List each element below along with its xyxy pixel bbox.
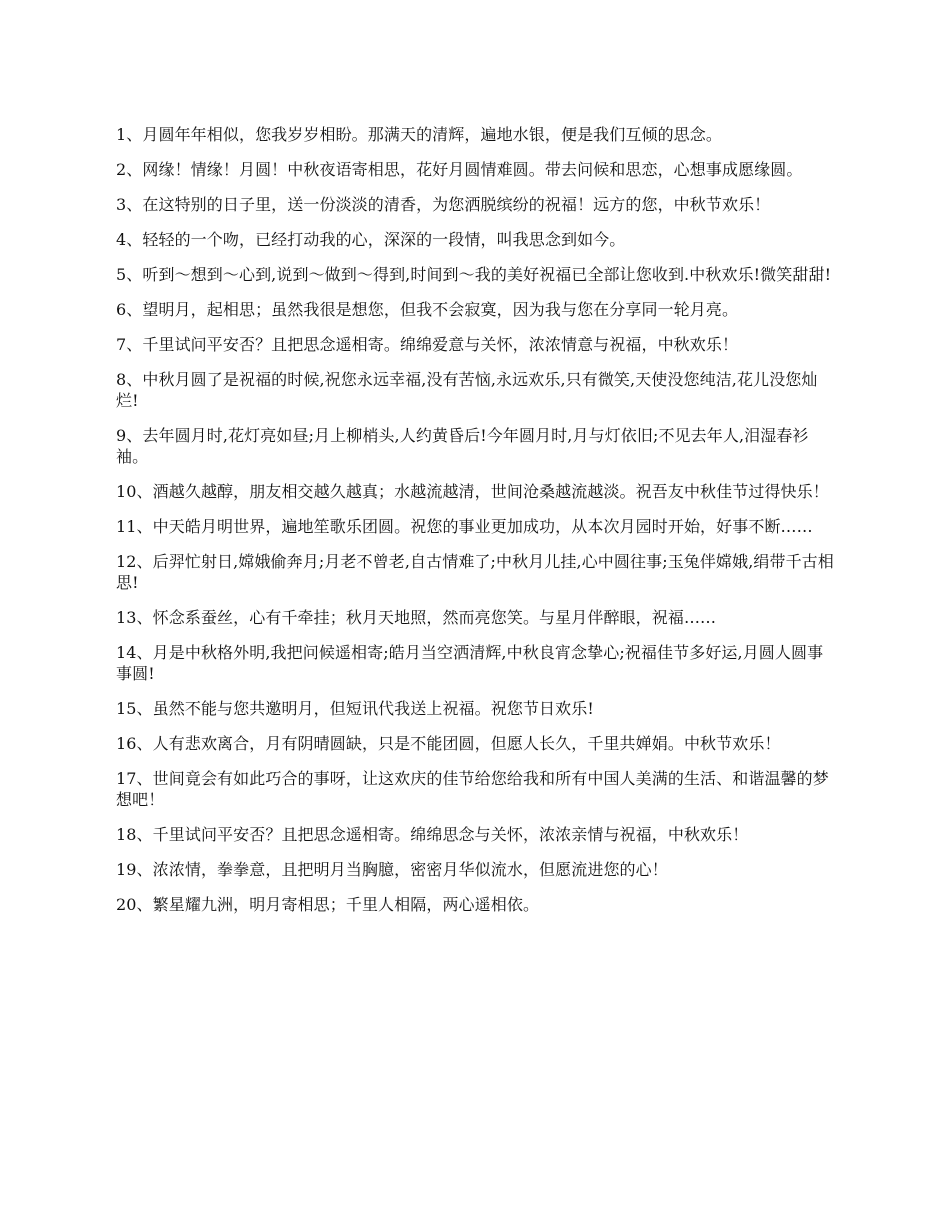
list-item: 14、月是中秋格外明,我把问候遥相寄;皓月当空洒清辉,中秋良宵念挚心;祝福佳节多好运,月圆人圆事事圆! — [116, 643, 824, 683]
list-item: 3、在这特别的日子里，送一份淡淡的清香，为您洒脱缤纷的祝福！远方的您，中秋节欢乐！ — [116, 195, 771, 214]
list-item: 16、人有悲欢离合，月有阴晴圆缺，只是不能团圆，但愿人长久，千里共婵娟。中秋节欢乐！ — [116, 734, 781, 753]
list-item: 12、后羿忙射日,嫦娥偷奔月;月老不曾老,自古情难了;中秋月儿挂,心中圆往事;玉兔伴嫦娥,绢带千古相思! — [116, 552, 834, 592]
list-item: 8、中秋月圆了是祝福的时候,祝您永远幸福,没有苦恼,永远欢乐,只有微笑,天使没您纯洁,花儿没您灿烂! — [116, 370, 818, 410]
list-item: 17、世间竟会有如此巧合的事呀，让这欢庆的佳节给您给我和所有中国人美满的生活、和谐温馨的梦想吧！ — [116, 769, 829, 809]
document-body — [116, 124, 836, 929]
list-item: 18、千里试问平安否？且把思念遥相寄。绵绵思念与关怀，浓浓亲情与祝福，中秋欢乐！ — [116, 825, 749, 844]
list-item: 10、酒越久越醇，朋友相交越久越真；水越流越清，世间沧桑越流越淡。祝吾友中秋佳节过得快乐！ — [116, 482, 829, 501]
list-item: 13、怀念系蚕丝，心有千牵挂；秋月天地照，然而亮您笑。与星月伴醉眼，祝福…… — [116, 608, 717, 627]
list-item: 19、浓浓情，拳拳意，且把明月当胸臆，密密月华似流水，但愿流进您的心！ — [116, 860, 668, 879]
list-item: 9、去年圆月时,花灯亮如昼;月上柳梢头,人约黄昏后!今年圆月时,月与灯依旧;不见去年人,泪湿春衫袖。 — [116, 426, 809, 466]
list-item: 15、虽然不能与您共邀明月，但短讯代我送上祝福。祝您节日欢乐! — [116, 699, 594, 718]
list-item: 4、轻轻的一个吻，已经打动我的心，深深的一段情，叫我思念到如今。 — [116, 230, 626, 249]
list-item: 2、网缘！情缘！月圆！中秋夜语寄相思，花好月圆情难圆。带去问候和思恋，心想事成愿缘圆。 — [116, 160, 803, 179]
list-item: 6、望明月，起相思；虽然我很是想您，但我不会寂寞，因为我与您在分享同一轮月亮。 — [116, 300, 739, 319]
list-item: 20、繁星耀九洲，明月寄相思；千里人相隔，两心遥相依。 — [116, 895, 540, 914]
list-item: 7、千里试问平安否？且把思念遥相寄。绵绵爱意与关怀，浓浓情意与祝福，中秋欢乐！ — [116, 335, 739, 354]
list-item: 11、中天皓月明世界，遍地笙歌乐团圆。祝您的事业更加成功，从本次月园时开始，好事不断…… — [116, 517, 813, 536]
list-item: 5、听到～想到～心到,说到～做到～得到,时间到～我的美好祝福已全部让您收到.中秋欢乐!微笑甜甜! — [116, 265, 832, 284]
list-item: 1、月圆年年相似，您我岁岁相盼。那满天的清辉，遍地水银，便是我们互倾的思念。 — [116, 125, 722, 144]
